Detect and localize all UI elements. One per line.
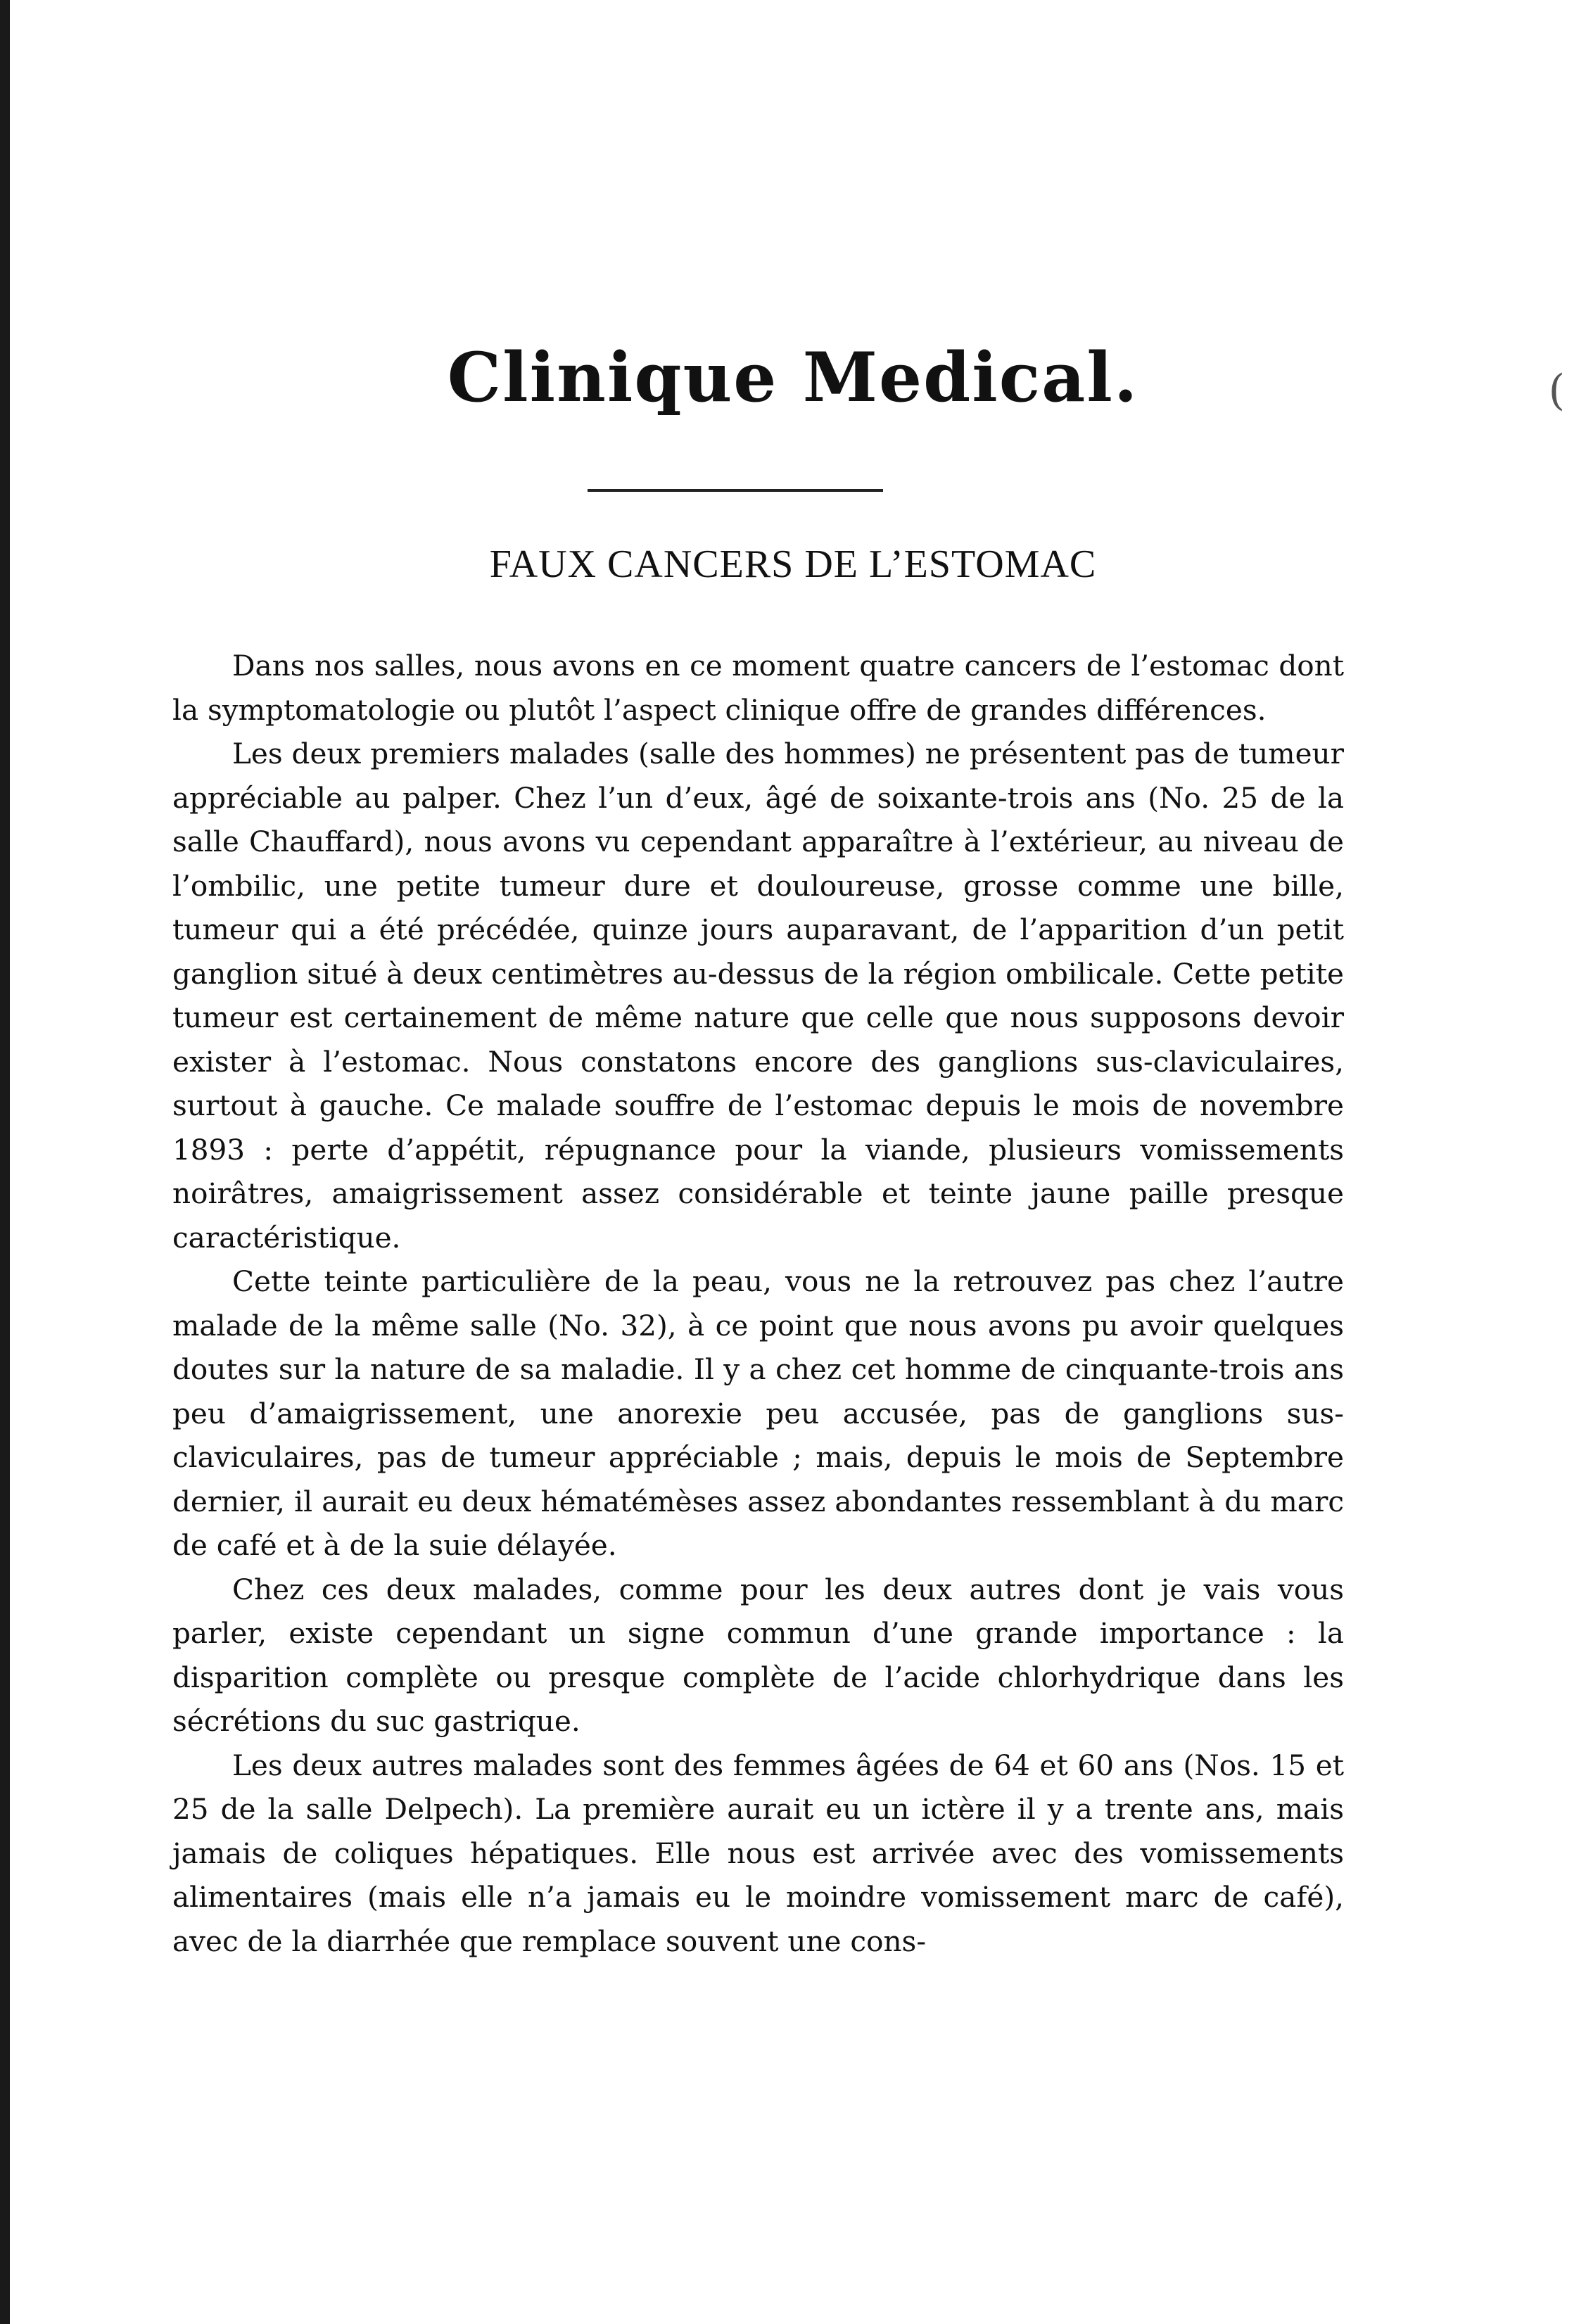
paragraph: Chez ces deux malades, comme pour les deux autres dont je vais vous parler, existe cependant un signe commun d’une grande importance : la disparition complète ou presque complète de l’acide chlorhydrique dans les sécrétions du suc gastrique. [172,1572,1344,1738]
paragraph: Cette teinte particulière de la peau, vous ne la retrouvez pas chez l’autre malade de la même salle (No. 32), à ce point que nous avons pu avoir quelques doutes sur la nature de sa maladie. Il y a chez cet homme de cinquante-trois ans peu d’amaigrissement, une anorexie peu accusée, pas de ganglions sus-claviculaires, pas de tumeur appréciable ; mais, depuis le mois de Septembre dernier, il aurait eu deux hématémèses assez abondantes ressemblant à du marc de café et à de la suie délayée. [172,1264,1344,1562]
article-title: FAUX CANCERS DE L’ESTOMAC [489,542,1097,586]
page-header-title: Clinique Medical. [447,338,1139,417]
paragraph: Les deux autres malades sont des femmes âgées de 64 et 60 ans (Nos. 15 et 25 de la salle Delpech). La première aurait eu un ictère il y a trente ans, mais jamais de coliques hépatiques. Elle nous est arrivée avec des vomissements alimentaires (mais elle n’a jamais eu le moindre vomissement marc de café), avec de la diarrhée que remplace souvent une cons- [172,1748,1344,1958]
paragraph: Dans nos salles, nous avons en ce moment quatre cancers de l’estomac dont la symptomatologie ou plutôt l’aspect clinique offre de grandes différences. [172,649,1344,727]
title-divider [588,489,883,492]
paragraph: Les deux premiers malades (salle des hommes) ne présentent pas de tumeur appréciable au palper. Chez l’un d’eux, âgé de soixante-trois ans (No. 25 de la salle Chauffard), nous avons vu cependant apparaître à l’extérieur, au niveau de l’ombilic, une petite tumeur dure et douloureuse, grosse comme une bille, tumeur qui a été précédée, quinze jours auparavant, de l’apparition d’un petit ganglion situé à deux centimètres au-dessus de la région ombilicale. Cette petite tumeur est certainement de même nature que celle que nous supposons devoir exister à l’estomac. Nous constatons encore des ganglions sus-claviculaires, surtout à gauche. Ce malade souffre de l’estomac depuis le mois de novembre 1893 : perte d’appétit, répugnance pour la viande, plusieurs vomissements noirâtres, amaigrissement assez considérable et teinte jaune paille presque caractéristique. [172,737,1344,1255]
article-body [172,644,1344,1963]
margin-mark: ( [1548,366,1565,415]
